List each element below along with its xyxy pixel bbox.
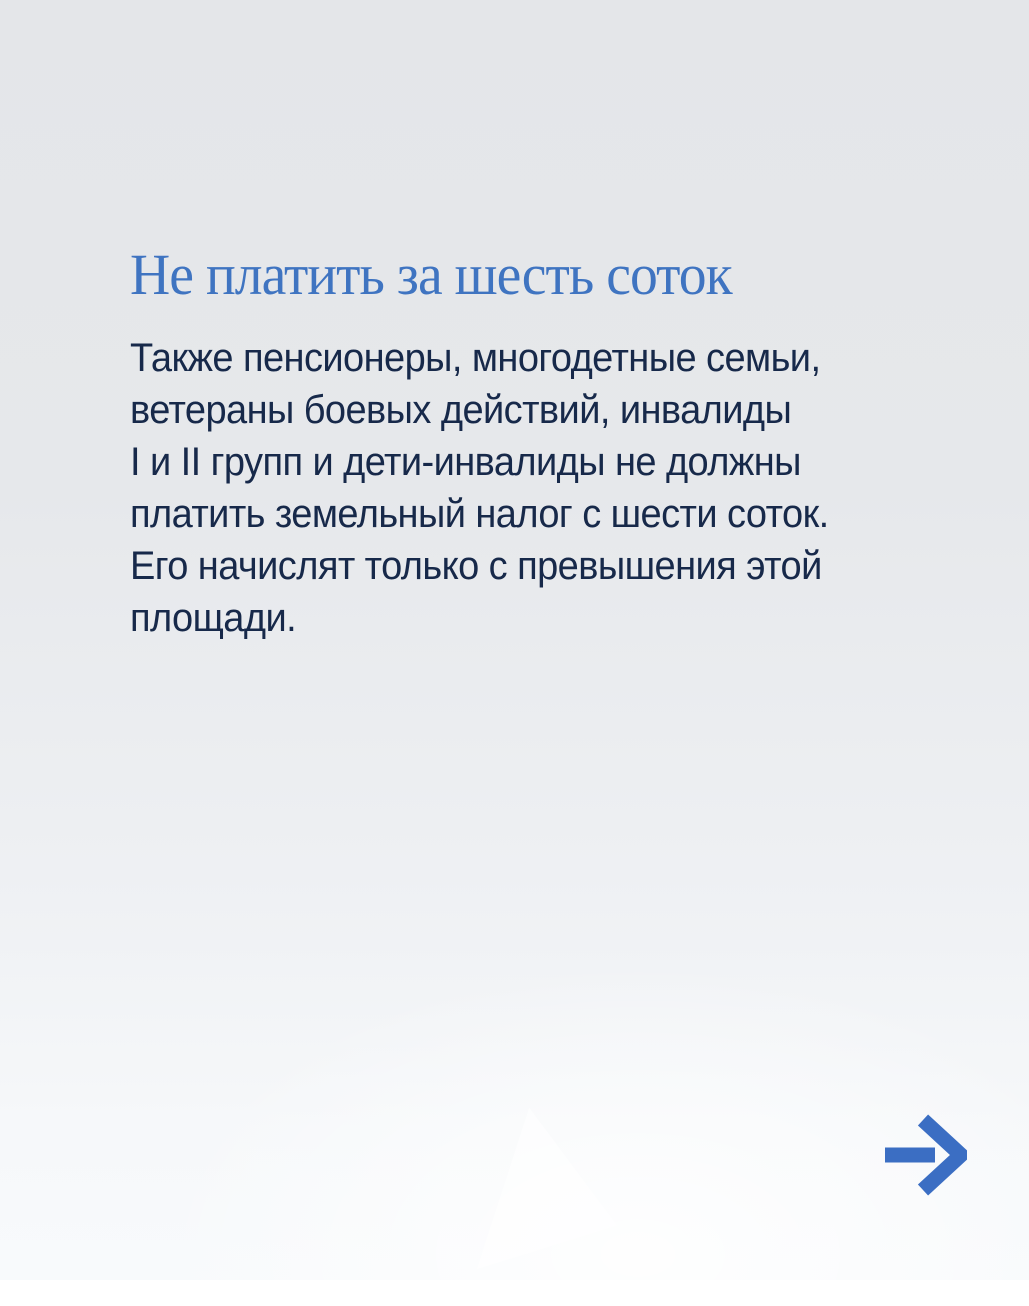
card-title: Не платить за шесть соток: [130, 242, 732, 307]
next-arrow-button[interactable]: [882, 1112, 968, 1198]
body-line: I и II групп и дети-инвалиды не должны: [130, 440, 801, 484]
body-line: площади.: [130, 596, 297, 640]
body-line: платить земельный налог с шести соток.: [130, 492, 829, 536]
body-line: ветераны боевых действий, инвалиды: [130, 388, 792, 432]
arrow-right-icon: [883, 1113, 967, 1197]
watermark-triangle: [477, 1108, 644, 1306]
card-body: [130, 332, 966, 644]
body-line: Его начислят только с превышения этой: [130, 544, 822, 588]
body-line: Также пенсионеры, многодетные семьи,: [130, 336, 821, 380]
